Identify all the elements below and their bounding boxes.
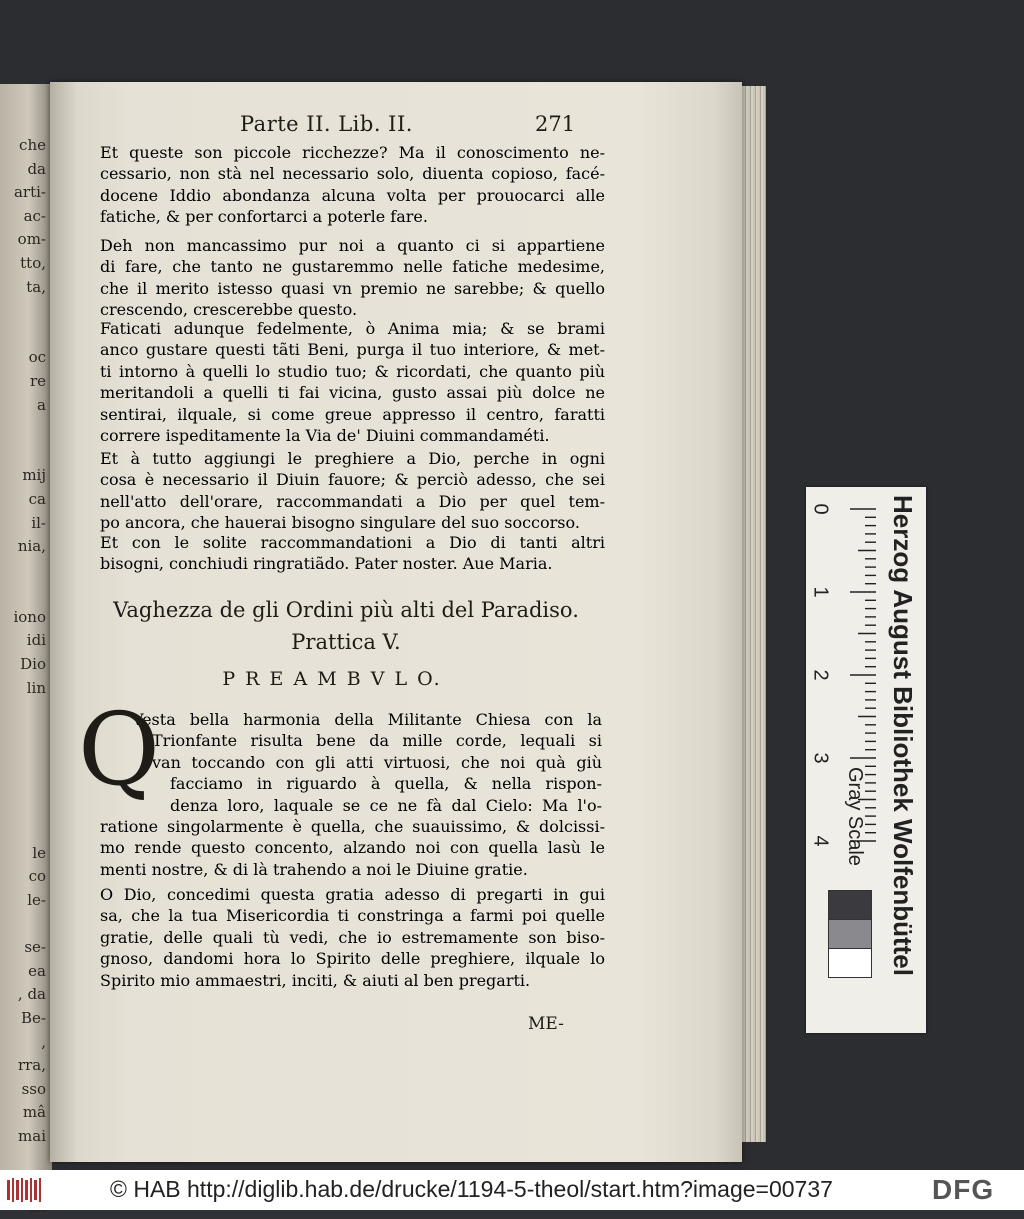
footer-bar (0, 1170, 1024, 1210)
drop-cap: Q (78, 691, 160, 808)
text-line: Vesta bella harmonia della Militante Chiesa con la (132, 710, 602, 729)
facing-page-text: che da arti- ac- om- tto, ta, oc re a mij ca il- nia, iono idi Dio lin le co le- se- ea , da Be- , rra, sso mâ mai (13, 136, 46, 1145)
text-line: correre ispeditamente la Via de' Diuini commandaméti. (100, 426, 550, 445)
catchword: ME- (528, 1014, 564, 1034)
text-line: sa, che la tua Misericordia ti constringa a farmi poi quelle (100, 906, 605, 926)
text-line: meritandoli a quelli ti fai vicina, gusto assai più dolce ne (100, 383, 605, 403)
text-line: O Dio, concedimi questa gratia adesso di pregarti in gui (100, 885, 605, 904)
source-url[interactable]: © HAB http://diglib.hab.de/drucke/1194-5-theol/start.htm?image=00737 (110, 1176, 833, 1202)
text-line: docene Iddio abondanza alcuna volta per prouocarci alle (100, 185, 605, 205)
color-ruler: 0 1 2 3 4 Gray Scale Herzog August Bibliothek Wolfenbüttel (806, 487, 926, 1033)
swatch-white (828, 948, 872, 978)
text-line: denza loro, laquale se ce ne fà dal Cielo: Ma l'o- (170, 795, 602, 815)
text-line: Et queste son piccole ricchezze? Ma il conoscimento ne- (100, 143, 605, 162)
running-header: Parte II. Lib. II. (240, 112, 413, 136)
text-line: cessario, non stà nel necessario solo, diuenta copioso, facé- (100, 164, 605, 184)
text-line: van toccando con gli atti virtuosi, che noi quà giù (152, 752, 602, 772)
text-line: di fare, che tanto ne gustaremmo nelle fatiche medesime, (100, 257, 605, 277)
text-line: nell'atto dell'orare, raccommandati a Dio per quel tem- (100, 491, 605, 511)
ruler-number: 3 (809, 752, 832, 764)
text-line: gnoso, dandomi hora lo Spirito delle preghiere, ilquale lo (100, 949, 605, 969)
page-edges (738, 86, 766, 1142)
swatch-mid (828, 919, 872, 949)
hab-logo-icon (6, 1176, 46, 1204)
text-line: cosa è necessario il Diuin fauore; & perciò adesso, che sei (100, 470, 605, 490)
text-line: fatiche, & per confortarci a poterle fare. (100, 207, 428, 227)
text-line: ratione singolarmente è quella, che suauissimo, & dolcissi- (100, 817, 605, 836)
text-line: Spirito mio ammaestri, inciti, & aiuti al ben pregarti. (100, 970, 531, 990)
text-line: Trionfante risulta bene da mille corde, lequali si (152, 731, 602, 751)
text-line: Faticati adunque fedelmente, ò Anima mia; & se brami (100, 319, 605, 338)
text-line: gratie, delle quali tù vedi, che io estremamente son biso- (100, 927, 605, 947)
text-line: crescendo, crescerebbe questo. (100, 300, 358, 320)
text-line: anco gustare questi tãti Beni, purga il tuo interiore, & met- (100, 340, 605, 360)
preamble-heading: P R E A M B V L O. (222, 668, 442, 690)
text-line: Deh non mancassimo pur noi a quanto ci si appartiene (100, 236, 605, 255)
text-line: Et à tutto aggiungi le preghiere a Dio, perche in ogni (100, 449, 605, 468)
text-line: facciamo in riguardo à quella, & nella rispon- (170, 774, 602, 794)
dfg-logo: DFG (932, 1174, 995, 1205)
text-line: sentirai, ilquale, si come greue appresso il centro, faratti (100, 404, 605, 424)
section-title: Vaghezza de gli Ordini più alti del Paradiso. (113, 598, 579, 622)
library-name: Herzog August Bibliothek Wolfenbüttel (888, 495, 918, 976)
text-line: ti intorno à quelli lo studio tuo; & ricordati, che quanto più (100, 361, 605, 381)
ruler-number: 1 (809, 586, 832, 598)
swatch-dark (828, 890, 872, 920)
text-line: Et con le solite raccommandationi a Dio di tanti altri (100, 533, 605, 552)
ruler-number: 2 (809, 669, 832, 681)
text-line: menti nostre, & di là trahendo a noi le Diuine gratie. (100, 859, 528, 879)
ruler-number: 0 (809, 503, 832, 515)
text-line: mo rende questo concento, alzando noi con quella lasù le (100, 838, 605, 858)
text-line: che il merito istesso quasi vn premio ne sarebbe; & quello (100, 278, 605, 298)
text-line: bisogni, conchiudi ringratiãdo. Pater noster. Aue Maria. (100, 554, 553, 574)
ruler-number: 4 (809, 835, 832, 847)
facing-page-edge (0, 84, 52, 1170)
section-subtitle: Prattica V. (291, 630, 401, 654)
text-line: po ancora, che hauerai bisogno singulare del suo soccorso. (100, 513, 580, 533)
page-number: 271 (535, 112, 576, 136)
